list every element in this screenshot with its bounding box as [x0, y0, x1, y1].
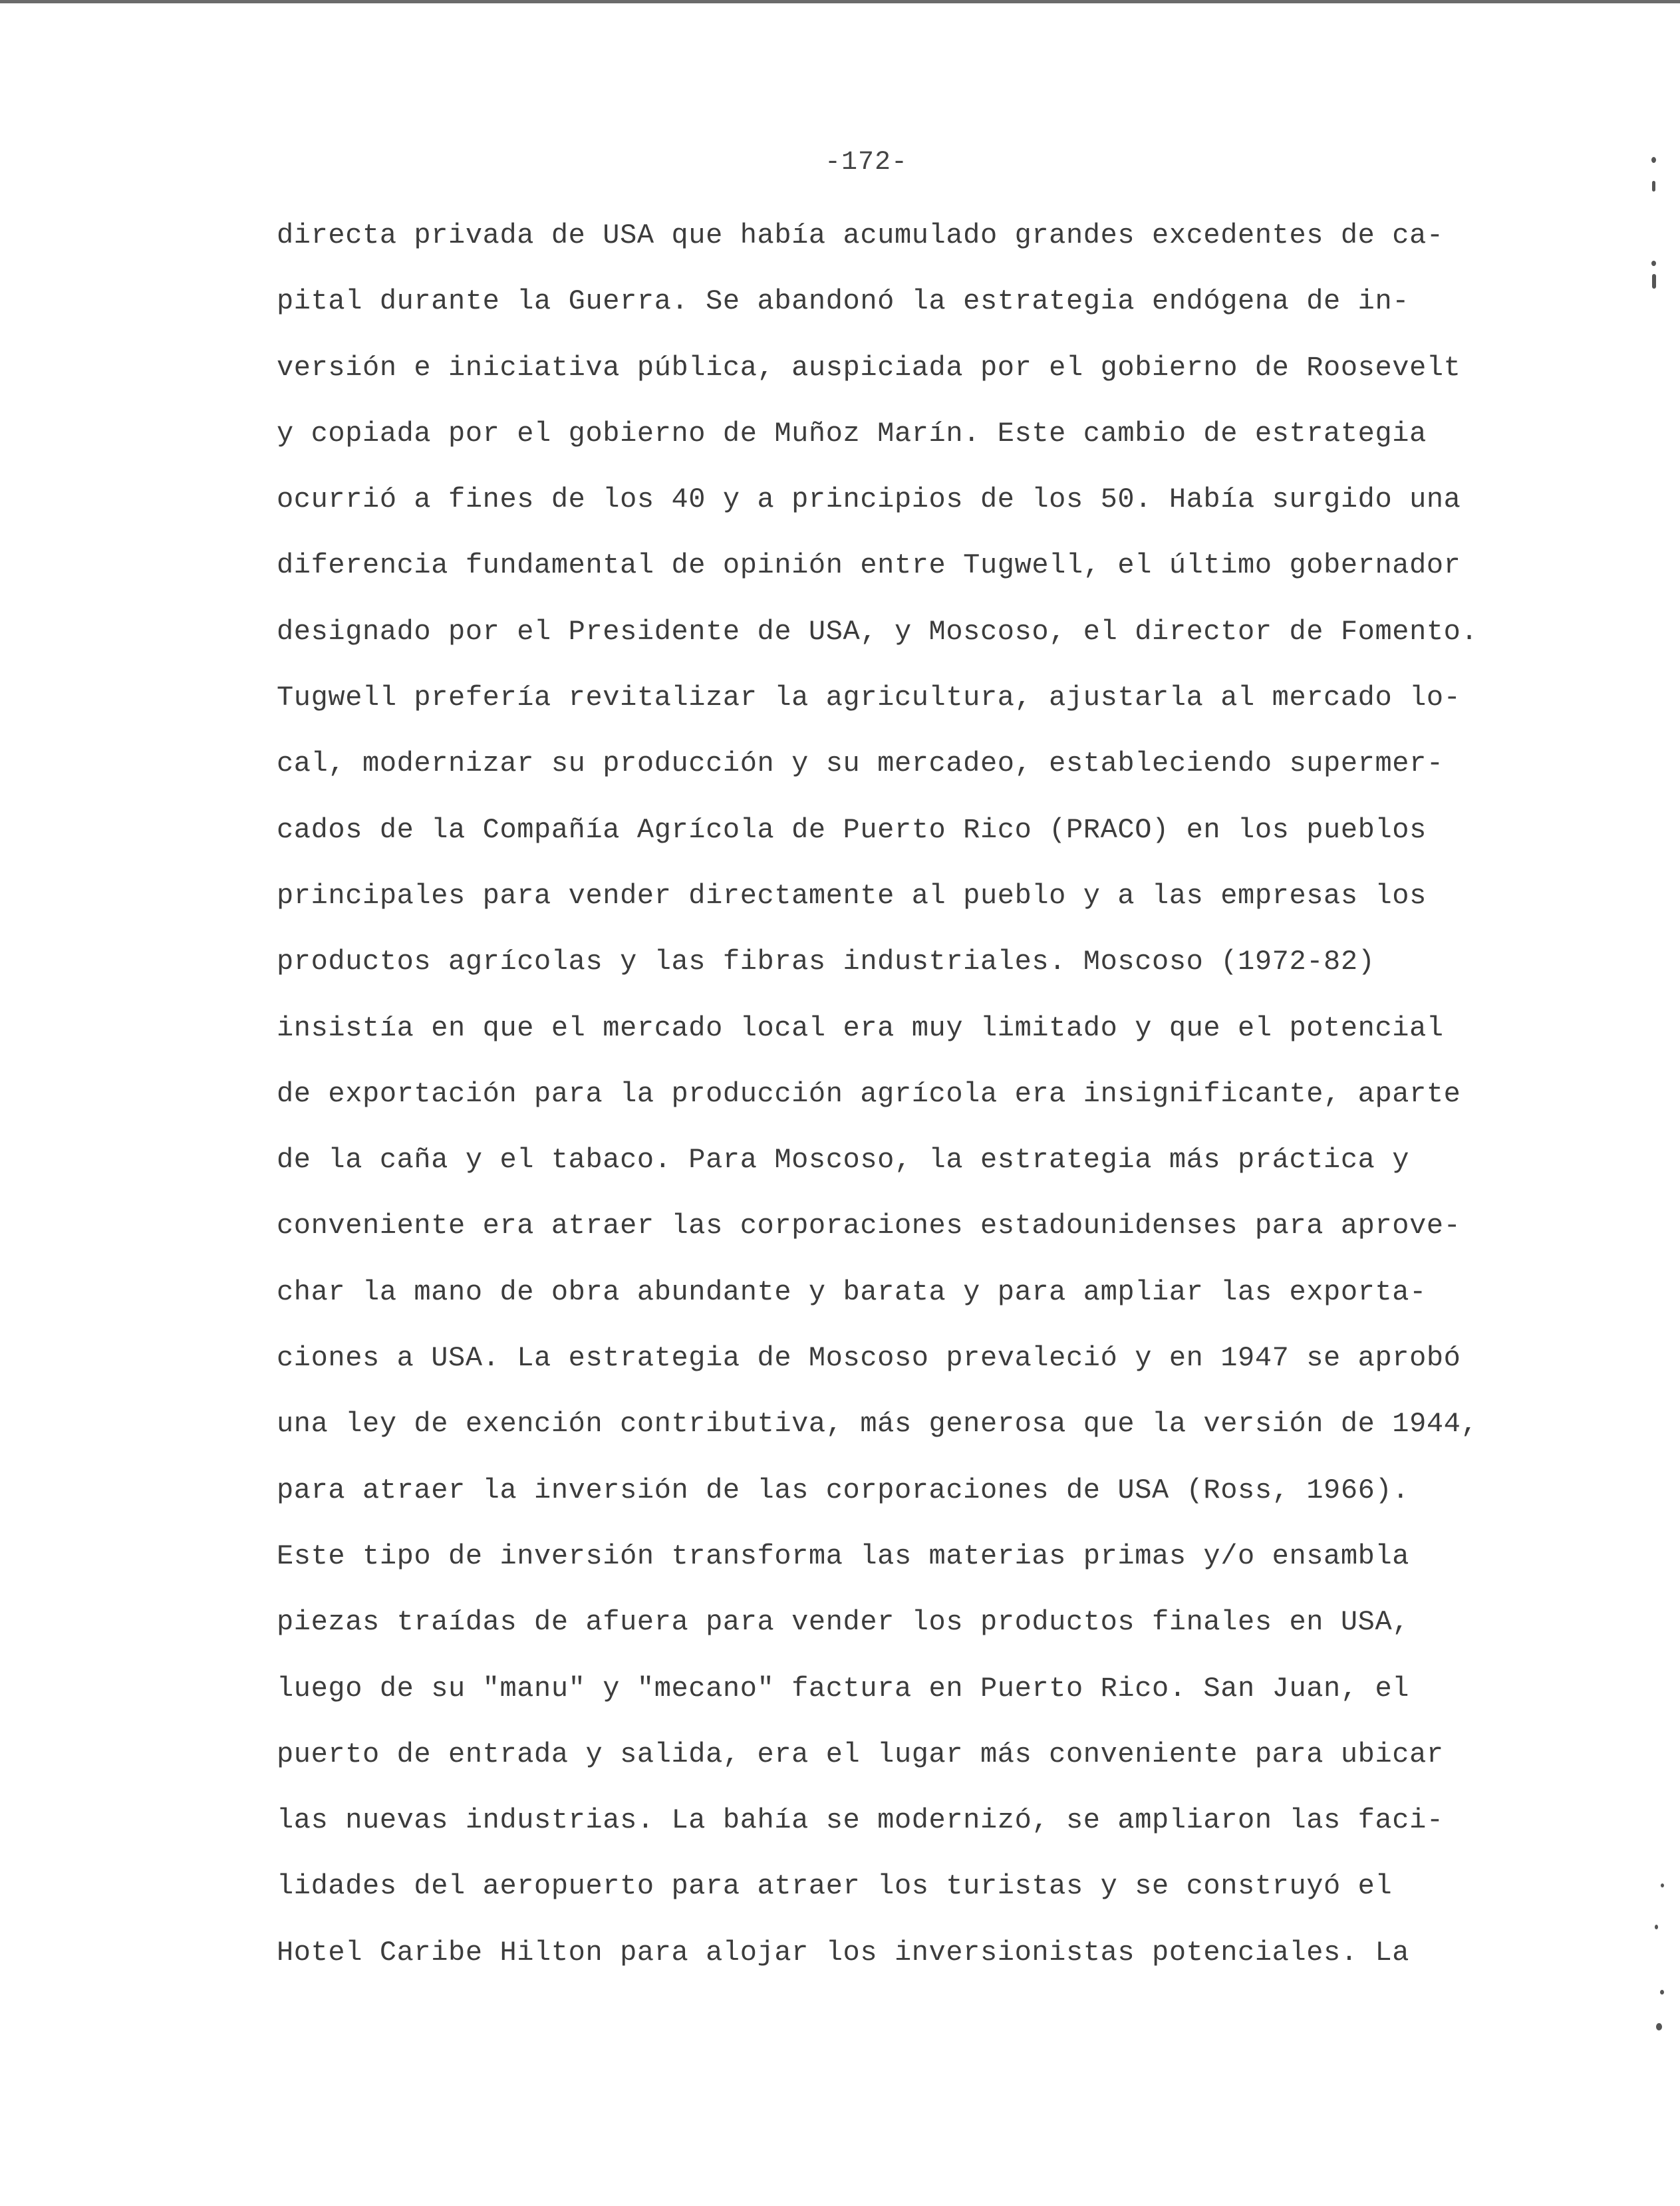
- text-line: principales para vender directamente al pueblo y a las empresas los: [277, 879, 1427, 912]
- text-line: versión e iniciativa pública, auspiciada por el gobierno de Roosevelt: [277, 351, 1461, 384]
- text-line: Tugwell prefería revitalizar la agricultura, ajustarla al mercado lo-: [277, 682, 1461, 714]
- body-text: [277, 211, 1540, 1995]
- text-line: cados de la Compañía Agrícola de Puerto Rico (PRACO) en los pueblos: [277, 813, 1427, 846]
- text-line: luego de su "manu" y "mecano" factura en Puerto Rico. San Juan, el: [277, 1672, 1410, 1705]
- text-line: lidades del aeropuerto para atraer los turistas y se construyó el: [277, 1870, 1393, 1903]
- text-line: pital durante la Guerra. Se abandonó la estrategia endógena de in-: [277, 285, 1410, 318]
- scan-speck: [1661, 1883, 1664, 1887]
- text-line: Este tipo de inversión transforma las materias primas y/o ensambla: [277, 1540, 1410, 1572]
- text-line: cal, modernizar su producción y su mercadeo, estableciendo supermer-: [277, 748, 1444, 780]
- text-line: y copiada por el gobierno de Muñoz Marín. Este cambio de estrategia: [277, 417, 1427, 450]
- text-line: ocurrió a fines de los 40 y a principios de los 50. Había surgido una: [277, 483, 1461, 516]
- text-line: designado por el Presidente de USA, y Moscoso, el director de Fomento.: [277, 615, 1478, 648]
- text-line: diferencia fundamental de opinión entre Tugwell, el último gobernador: [277, 549, 1461, 582]
- scan-speck: [1652, 274, 1656, 289]
- text-line: ciones a USA. La estrategia de Moscoso prevaleció y en 1947 se aprobó: [277, 1342, 1461, 1375]
- page-number: -172-: [825, 148, 909, 178]
- text-line: para atraer la inversión de las corporaciones de USA (Ross, 1966).: [277, 1474, 1410, 1506]
- scan-speck: [1651, 261, 1656, 266]
- text-line: Hotel Caribe Hilton para alojar los inversionistas potenciales. La: [277, 1936, 1410, 1969]
- text-line: productos agrícolas y las fibras industriales. Moscoso (1972-82): [277, 946, 1375, 978]
- text-line: de exportación para la producción agrícola era insignificante, aparte: [277, 1077, 1461, 1110]
- scan-speck: [1660, 1990, 1664, 1995]
- scan-speck: [1655, 1925, 1658, 1929]
- text-line: conveniente era atraer las corporaciones estadounidenses para aprove-: [277, 1210, 1461, 1242]
- text-line: de la caña y el tabaco. Para Moscoso, la estrategia más práctica y: [277, 1144, 1410, 1176]
- text-line: piezas traídas de afuera para vender los productos finales en USA,: [277, 1606, 1410, 1639]
- text-line: una ley de exención contributiva, más generosa que la versión de 1944,: [277, 1408, 1478, 1441]
- text-line: directa privada de USA que había acumulado grandes excedentes de ca-: [277, 219, 1444, 251]
- text-line: insistía en que el mercado local era muy limitado y que el potencial: [277, 1012, 1444, 1044]
- text-line: char la mano de obra abundante y barata y para ampliar las exporta-: [277, 1276, 1427, 1308]
- scan-speck: [1651, 157, 1656, 163]
- scan-speck: [1656, 2023, 1662, 2030]
- text-line: puerto de entrada y salida, era el lugar más conveniente para ubicar: [277, 1738, 1444, 1770]
- scan-speck: [1652, 181, 1655, 192]
- text-line: las nuevas industrias. La bahía se modernizó, se ampliaron las faci-: [277, 1804, 1444, 1837]
- scan-top-edge: [0, 0, 1680, 3]
